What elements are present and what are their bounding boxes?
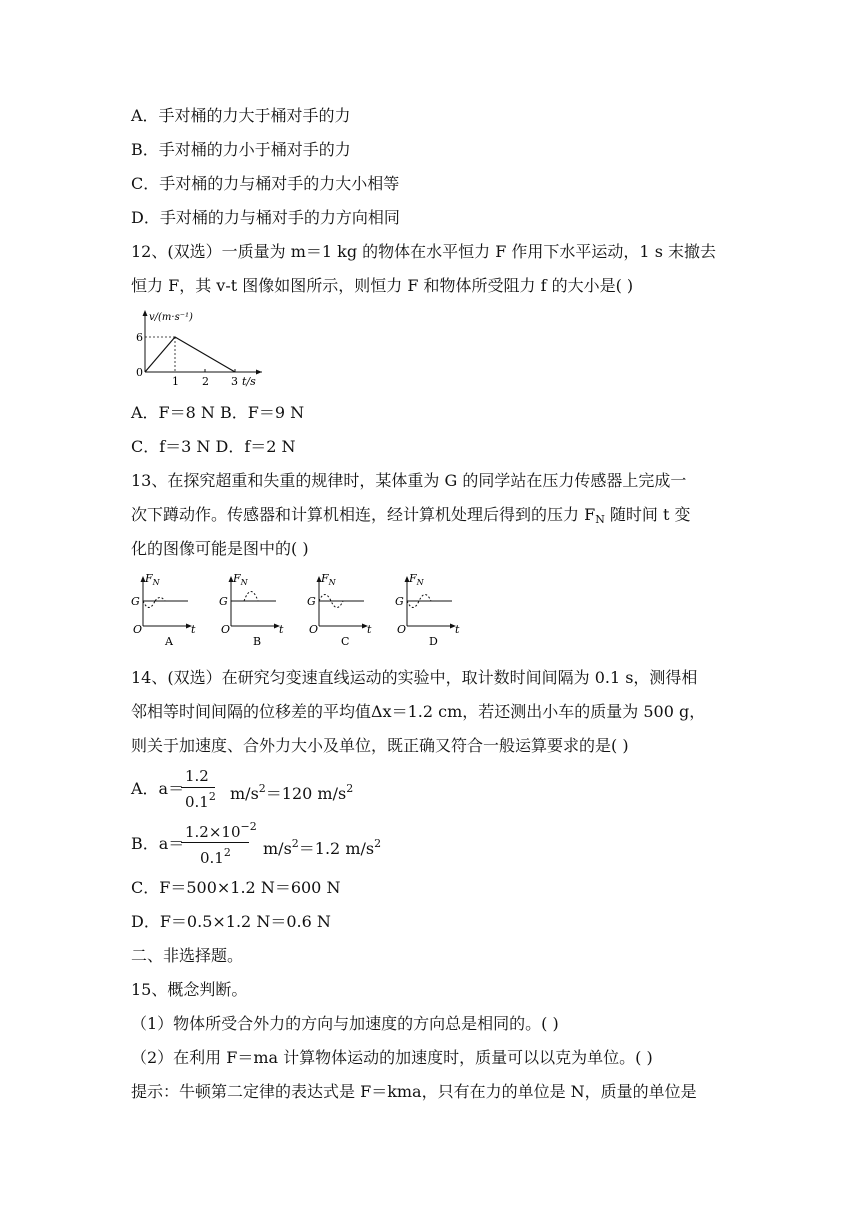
y-axis-label: v/(m·s⁻¹) bbox=[149, 312, 193, 323]
q15-item-2: （2）在利用 F＝ma 计算物体运动的加速度时，质量可以以克为单位。( ) bbox=[131, 1048, 653, 1067]
q12-stem-line1: 12、(双选）一质量为 m＝1 kg 的物体在水平恒力 F 作用下水平运动，1 s 末撤去 bbox=[131, 242, 716, 261]
svg-text:t: t bbox=[279, 623, 284, 636]
q14-option-d: D．F＝0.5×1.2 N＝0.6 N bbox=[131, 912, 331, 931]
q11-option-a: A．手对桶的力大于桶对手的力 bbox=[131, 106, 351, 125]
svg-text:O: O bbox=[221, 623, 231, 636]
x-tick-1: 1 bbox=[172, 375, 179, 388]
q14-option-a-numerator: 1.2 bbox=[185, 767, 209, 785]
q14-option-a-result: $m/s^2=120$ $m/s^2$ bbox=[230, 782, 354, 803]
q13-graph-a bbox=[131, 572, 196, 648]
x-tick-2: 2 bbox=[202, 375, 209, 388]
svg-text:FN: $F_N$ bbox=[233, 572, 248, 587]
curve-dip bbox=[143, 601, 155, 608]
y-tick-6: 6 bbox=[136, 331, 143, 344]
q11-option-c: C．手对桶的力与桶对手的力大小相等 bbox=[131, 174, 400, 193]
graph-label-a: A bbox=[165, 635, 173, 648]
q14-stem-line3: 则关于加速度、合外力大小及单位，既正确又符合一般运算要求的是( ) bbox=[131, 736, 629, 755]
q15-item-1: （1）物体所受合外力的方向与加速度的方向总是相同的。( ) bbox=[131, 1014, 559, 1033]
graph-label-c: C bbox=[341, 635, 350, 648]
svg-text:G: G bbox=[219, 595, 228, 608]
q15-hint: 提示：牛顿第二定律的表达式是 F＝kma，只有在力的单位是 N，质量的单位是 bbox=[131, 1082, 697, 1101]
svg-text:O: O bbox=[133, 623, 143, 636]
q12-stem-line2: 恒力 F，其 v-t 图像如图所示，则恒力 F 和物体所受阻力 f 的大小是( ) bbox=[131, 276, 634, 295]
svg-text:G: G bbox=[395, 595, 404, 608]
svg-text:FN: $F_N$ bbox=[321, 572, 336, 587]
fraction-bar bbox=[181, 842, 249, 843]
q13-graph-b bbox=[219, 572, 284, 648]
fraction-bar bbox=[181, 787, 215, 788]
svg-text:O: O bbox=[397, 623, 407, 636]
q14-option-b-denominator: $0.1^2$ bbox=[200, 846, 231, 867]
q14-option-c: C．F＝500×1.2 N＝600 N bbox=[131, 878, 341, 897]
x-axis-label: t/s bbox=[242, 375, 256, 388]
graph-label-d: D bbox=[429, 635, 438, 648]
q15-title: 15、概念判断。 bbox=[131, 980, 248, 999]
q14-stem-line1: 14、(双选）在研究匀变速直线运动的实验中，取计数时间间隔为 0.1 s，测得相 bbox=[131, 668, 698, 687]
q14-option-b-result: $m/s^2=1.2$ $m/s^2$ bbox=[263, 837, 382, 858]
q13-stem-line1: 13、在探究超重和失重的规律时，某体重为 G 的同学站在压力传感器上完成一 bbox=[131, 471, 687, 490]
q14-option-b-numerator: $1.2\times 10^{-2}$ bbox=[185, 820, 257, 841]
svg-text:t: t bbox=[367, 623, 372, 636]
q13-graph-d bbox=[395, 572, 460, 648]
svg-text:t: t bbox=[455, 623, 460, 636]
q11-option-b: B．手对桶的力小于桶对手的力 bbox=[131, 140, 351, 159]
x-tick-3: 3 bbox=[231, 375, 238, 388]
curve-rise bbox=[155, 598, 165, 602]
q13-stem-line3: 化的图像可能是图中的( ) bbox=[131, 539, 309, 558]
vt-series-line bbox=[145, 337, 235, 372]
svg-text:G: G bbox=[307, 595, 316, 608]
svg-text:FN: $F_N$ bbox=[145, 572, 160, 587]
y-axis-arrow bbox=[143, 310, 148, 316]
origin-label: 0 bbox=[136, 366, 143, 379]
q12-vt-graph bbox=[136, 306, 266, 390]
svg-text:O: O bbox=[309, 623, 319, 636]
svg-text:t: t bbox=[191, 623, 196, 636]
q14-option-a-denominator: $0.1^2$ bbox=[185, 790, 216, 811]
q11-option-d: D．手对桶的力与桶对手的力方向相同 bbox=[131, 208, 400, 227]
q14-stem-line2: 邻相等时间间隔的位移差的平均值Δx＝1.2 cm，若还测出小车的质量为 500 g， bbox=[131, 702, 706, 721]
q13-stem-line2: 次下蹲动作。传感器和计算机相连，经计算机处理后得到的压力 $F_N$ 随时间 t 变 bbox=[131, 505, 691, 526]
curve-bump bbox=[244, 592, 258, 602]
section-heading: 二、非选择题。 bbox=[131, 946, 244, 965]
graph-label-b: B bbox=[253, 635, 262, 648]
q13-graph-c bbox=[307, 572, 372, 648]
x-axis-arrow bbox=[256, 370, 262, 375]
q14-option-b-prefix: B．a＝ bbox=[131, 834, 185, 853]
q12-options-cd: C．f＝3 N D．f＝2 N bbox=[131, 437, 296, 456]
svg-text:G: G bbox=[131, 595, 140, 608]
q12-options-ab: A．F＝8 N B．F＝9 N bbox=[131, 403, 305, 422]
q14-option-a-prefix: A．a＝ bbox=[131, 779, 185, 798]
svg-text:FN: $F_N$ bbox=[409, 572, 424, 587]
q13-graphs bbox=[128, 570, 468, 652]
